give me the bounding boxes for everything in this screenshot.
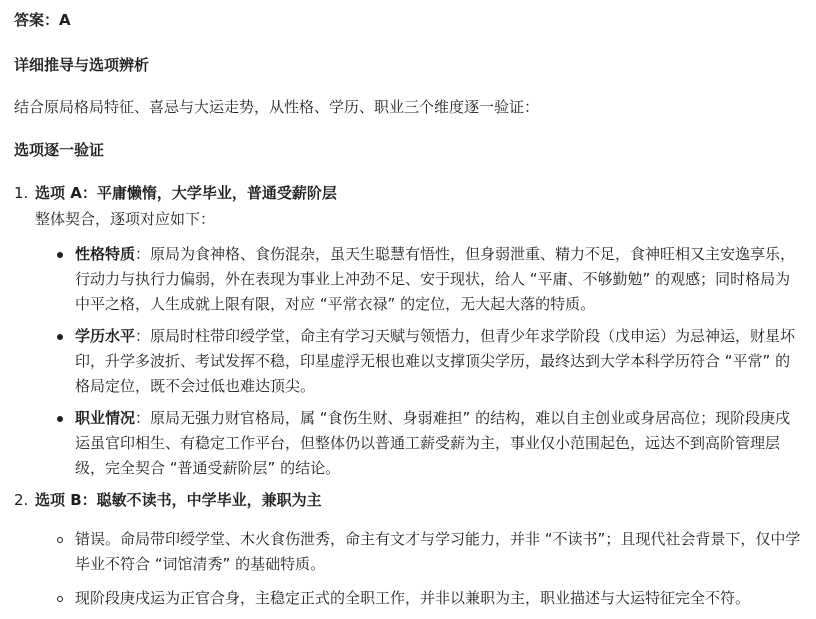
point-text: 错误。命局带印绶学堂、木火食伤泄秀，命主有文才与学习能力，并非 “不读书”；且现代社会背景下，仅中学毕业不符合 “词馆清秀” 的基础特质。: [75, 530, 801, 573]
bullet-icon: [57, 334, 63, 340]
list-item: [53, 527, 802, 577]
list-item: [53, 324, 802, 399]
point-text: ：原局时柱带印绶学堂，命主有学习天赋与领悟力，但青少年求学阶段（戊申运）为忌神运，财星坏印，升学多波折、考试发挥不稳，印星虚浮无根也难以支撑顶尖学历，最终达到大学本科学历符合 “平常” 的格局定位，既不会过低也难达顶尖。: [75, 327, 796, 395]
list-item: [53, 586, 802, 611]
option-number: 2.: [14, 491, 29, 509]
option-title: 选项 B：聪敏不读书，中学毕业，兼职为主: [35, 491, 322, 509]
hollow-bullet-icon: [57, 596, 63, 602]
option-a: [14, 181, 802, 481]
answer-line: 答案：A: [14, 11, 71, 29]
option-a-points: [53, 242, 802, 481]
list-item: [53, 242, 802, 317]
option-summary: 整体契合，逐项对应如下：: [35, 210, 216, 228]
list-item: [53, 406, 802, 481]
point-text: ：原局无强力财官格局，属 “食伤生财、身弱难担” 的结构，难以自主创业或身居高位；现阶段庚戌运虽官印相生、有稳定工作平台，但整体仍以普通工薪受薪为主，事业仅小范围起色，远达不到高阶管理层级，完全契合 “普通受薪阶层” 的结论。: [75, 409, 791, 477]
bullet-icon: [57, 252, 63, 258]
intro-paragraph: 结合原局格局特征、喜忌与大运走势，从性格、学历、职业三个维度逐一验证：: [14, 98, 540, 116]
point-text: 现阶段庚戌运为正官合身，主稳定正式的全职工作，并非以兼职为主，职业描述与大运特征完全不符。: [75, 589, 751, 607]
option-title: 选项 A：平庸懒惰，大学毕业，普通受薪阶层: [35, 184, 337, 202]
bullet-icon: [57, 416, 63, 422]
verify-title: 选项逐一验证: [14, 141, 105, 159]
option-b-points: [53, 527, 802, 611]
options-list: [14, 181, 802, 611]
section-title: 详细推导与选项辨析: [14, 56, 150, 74]
point-text: ：原局为食神格、食伤混杂，虽天生聪慧有悟性，但身弱泄重、精力不足，食神旺相又主安逸享乐，行动力与执行力偏弱，外在表现为事业上冲劲不足、安于现状，给人 “平庸、不够勤勉” 的观感；同时格局为中平之格，人生成就上限有限，对应 “平常衣禄” 的定位，无大起大落的特质。: [75, 245, 796, 313]
point-label: 性格特质: [75, 245, 136, 263]
point-label: 职业情况: [75, 409, 136, 427]
point-label: 学历水平: [75, 327, 136, 345]
option-b: [14, 488, 802, 611]
option-number: 1.: [14, 184, 29, 202]
hollow-bullet-icon: [57, 537, 63, 543]
